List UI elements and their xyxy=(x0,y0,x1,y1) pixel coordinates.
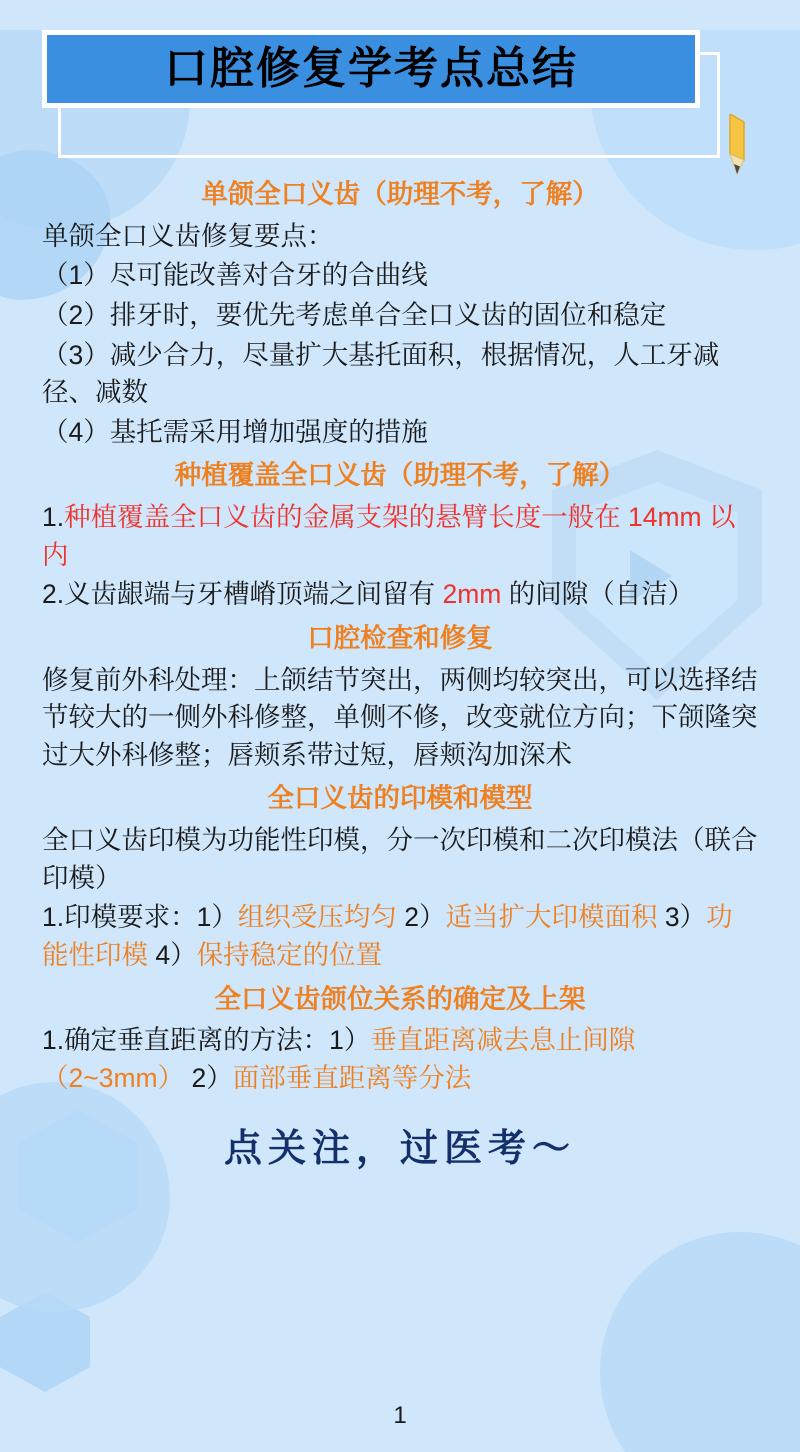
section-5-method-1: 垂直距离减去息止间隙（2~3mm） xyxy=(42,1025,636,1093)
page-title: 口腔修复学考点总结 xyxy=(164,44,578,93)
section-4-req-label: 1.印模要求：1） xyxy=(42,902,238,933)
section-3-paragraph: 修复前外科处理：上颌结节突出，两侧均较突出，可以选择结节较大的一侧外科修整，单侧不修，改变就位方向；下颌隆突过大外科修整；唇颊系带过短，唇颊沟加深术 xyxy=(42,664,758,770)
title-banner xyxy=(42,30,758,142)
section-4-req-sep-4: 4） xyxy=(148,939,197,970)
section-4-req-1: 组织受压均匀 xyxy=(237,902,397,933)
section-1-line-5: （4）基托需采用增加强度的措施 xyxy=(42,416,428,447)
section-1-line-1: 单颌全口义齿修复要点： xyxy=(42,220,334,251)
section-5-method-2: 面部垂直距离等分法 xyxy=(232,1062,472,1093)
section-heading-3: 口腔检查和修复 xyxy=(307,622,493,653)
section-2-line-2-b: 的间隙（自洁） xyxy=(501,579,695,610)
section-2-line-1-highlight: 种植覆盖全口义齿的金属支架的悬臂长度一般在 14mm 以内 xyxy=(42,502,736,570)
section-heading-4: 全口义齿的印模和模型 xyxy=(267,783,533,814)
section-2-line-1 xyxy=(42,499,758,574)
section-heading-5: 全口义齿颌位关系的确定及上架 xyxy=(214,983,586,1014)
section-5-methods xyxy=(42,1022,758,1097)
section-heading-2: 种植覆盖全口义齿（助理不考，了解） xyxy=(174,460,626,491)
section-4-req-3: 功能性印模 xyxy=(42,902,733,970)
section-2-line-2 xyxy=(42,576,758,614)
section-4-req-sep-2: 2） xyxy=(396,902,446,933)
section-1-line-2: （1）尽可能改善对合牙的合曲线 xyxy=(42,260,428,291)
section-4-paragraph: 全口义齿印模为功能性印模，分一次印模和二次印模法（联合印模） xyxy=(42,825,758,893)
follow-cta: 点关注，过医考～ xyxy=(223,1128,576,1171)
page-number: 1 xyxy=(393,1402,407,1429)
pencil-icon xyxy=(724,114,750,176)
section-2-line-2-highlight: 2mm xyxy=(442,579,502,610)
section-1-line-4: （3）减少合力，尽量扩大基托面积，根据情况，人工牙减径、减数 xyxy=(42,339,720,408)
section-4-req-sep-3: 3） xyxy=(657,902,707,933)
title-box xyxy=(42,30,700,108)
poster-page xyxy=(0,30,800,1452)
section-5-sep-2: 2） xyxy=(184,1062,233,1093)
section-heading-1: 单颌全口义齿（助理不考，了解） xyxy=(201,179,599,209)
section-5-label: 1.确定垂直距离的方法：1） xyxy=(42,1025,371,1056)
section-1-line-3: （2）排牙时，要优先考虑单合全口义齿的固位和稳定 xyxy=(42,299,667,330)
section-4-req-2: 适当扩大印模面积 xyxy=(445,902,658,933)
section-2-line-1-index: 1. xyxy=(42,502,65,532)
document-body xyxy=(42,176,758,1177)
section-4-req-4: 保持稳定的位置 xyxy=(196,939,383,970)
section-4-requirements xyxy=(42,899,758,974)
section-2-line-2-a: 2.义齿龈端与牙槽嵴顶端之间留有 xyxy=(42,579,443,610)
